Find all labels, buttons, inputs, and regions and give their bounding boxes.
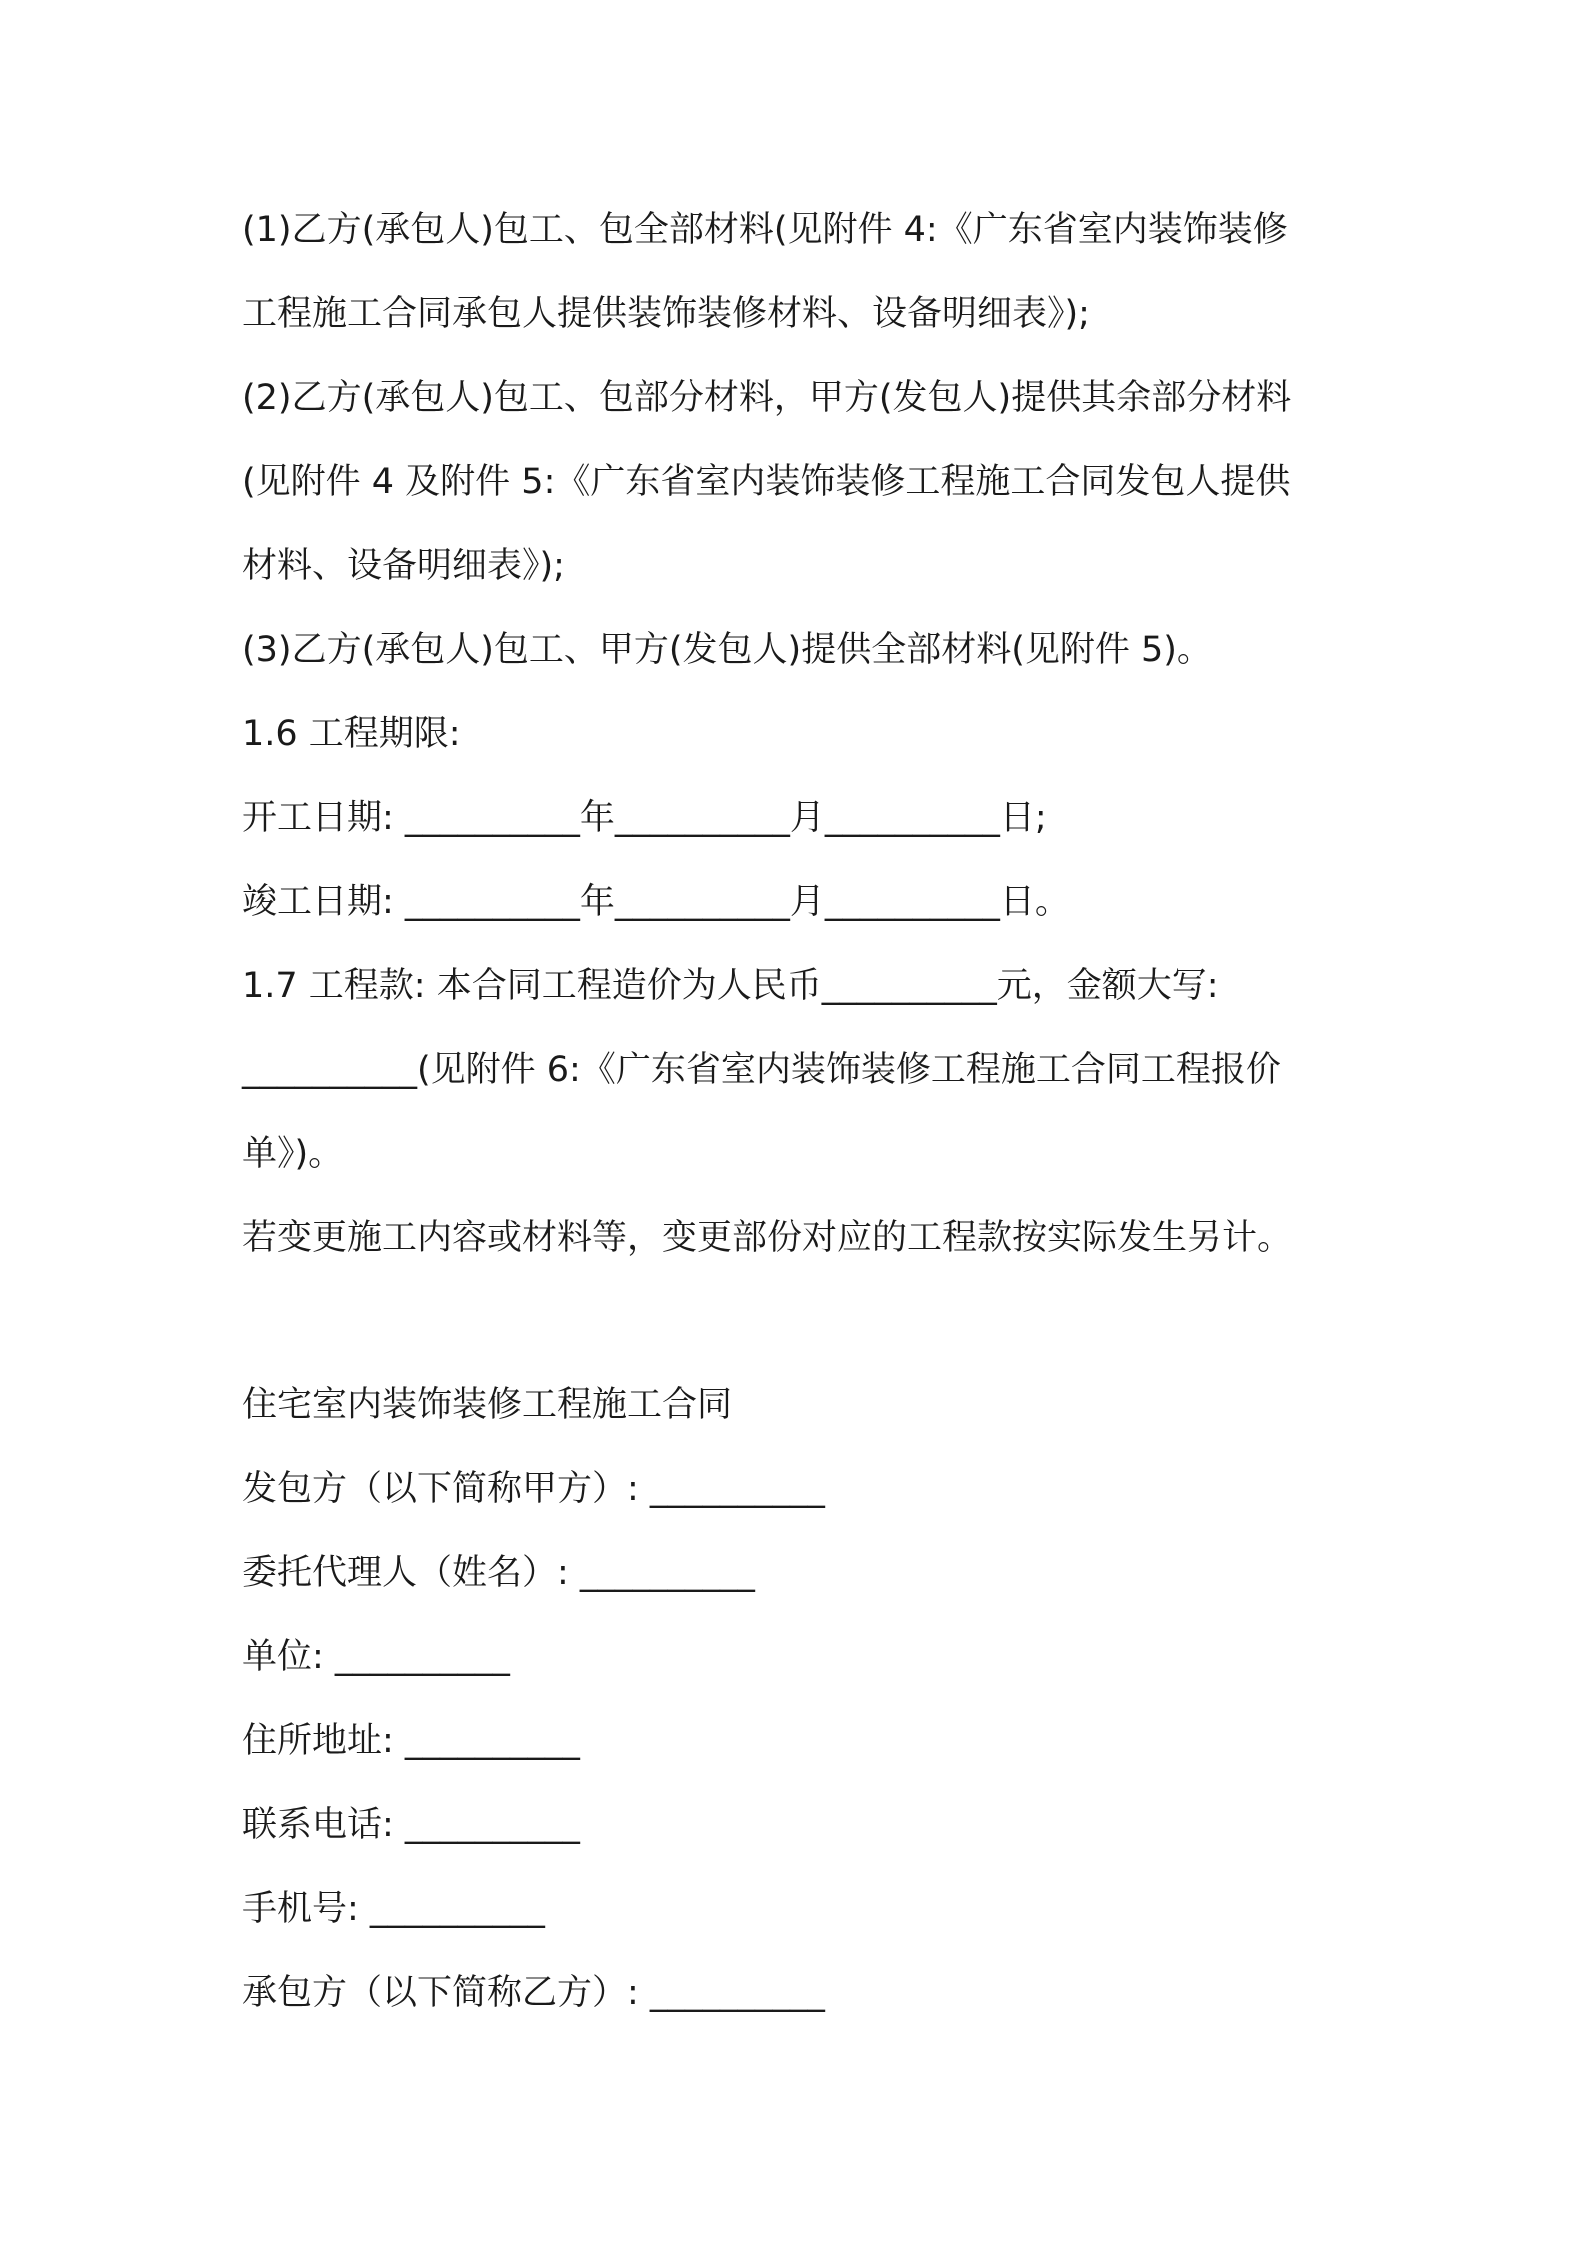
materials-option-3: (3)乙方(承包人)包工、甲方(发包人)提供全部材料(见附件 5)。 <box>242 630 1212 670</box>
materials-option-2-line-3: 材料、设备明细表》); <box>242 546 565 586</box>
party-b-field: 承包方（以下简称乙方）: __________ <box>242 1973 825 2013</box>
contract-title: 住宅室内装饰装修工程施工合同 <box>242 1385 733 1425</box>
start-date-line: 开工日期: __________年__________月__________日; <box>242 798 1047 838</box>
end-date-line: 竣工日期: __________年__________月__________日。 <box>242 882 1070 922</box>
contract-price-line-1: 1.7 工程款: 本合同工程造价为人民币__________元，金额大写: <box>242 966 1219 1006</box>
materials-option-2-line-2: (见附件 4 及附件 5:《广东省室内装饰装修工程施工合同发包人提供 <box>242 462 1291 502</box>
agent-name-field: 委托代理人（姓名）: __________ <box>242 1553 755 1593</box>
contract-price-line-2: __________(见附件 6:《广东省室内装饰装修工程施工合同工程报价 <box>242 1050 1281 1090</box>
contract-price-line-3: 单》)。 <box>242 1134 344 1174</box>
mobile-field: 手机号: __________ <box>242 1889 545 1929</box>
materials-option-2-line-1: (2)乙方(承包人)包工、包部分材料，甲方(发包人)提供其余部分材料 <box>242 378 1292 418</box>
phone-field: 联系电话: __________ <box>242 1805 580 1845</box>
project-period-heading: 1.6 工程期限: <box>242 714 461 754</box>
materials-option-1-line-1: (1)乙方(承包人)包工、包全部材料(见附件 4:《广东省室内装饰装修 <box>242 210 1288 250</box>
materials-option-1-line-2: 工程施工合同承包人提供装饰装修材料、设备明细表》); <box>242 294 1090 334</box>
address-field: 住所地址: __________ <box>242 1721 580 1761</box>
party-a-field: 发包方（以下简称甲方）: __________ <box>242 1469 825 1509</box>
contract-change-note: 若变更施工内容或材料等，变更部份对应的工程款按实际发生另计。 <box>242 1218 1293 1258</box>
unit-field: 单位: __________ <box>242 1637 510 1677</box>
